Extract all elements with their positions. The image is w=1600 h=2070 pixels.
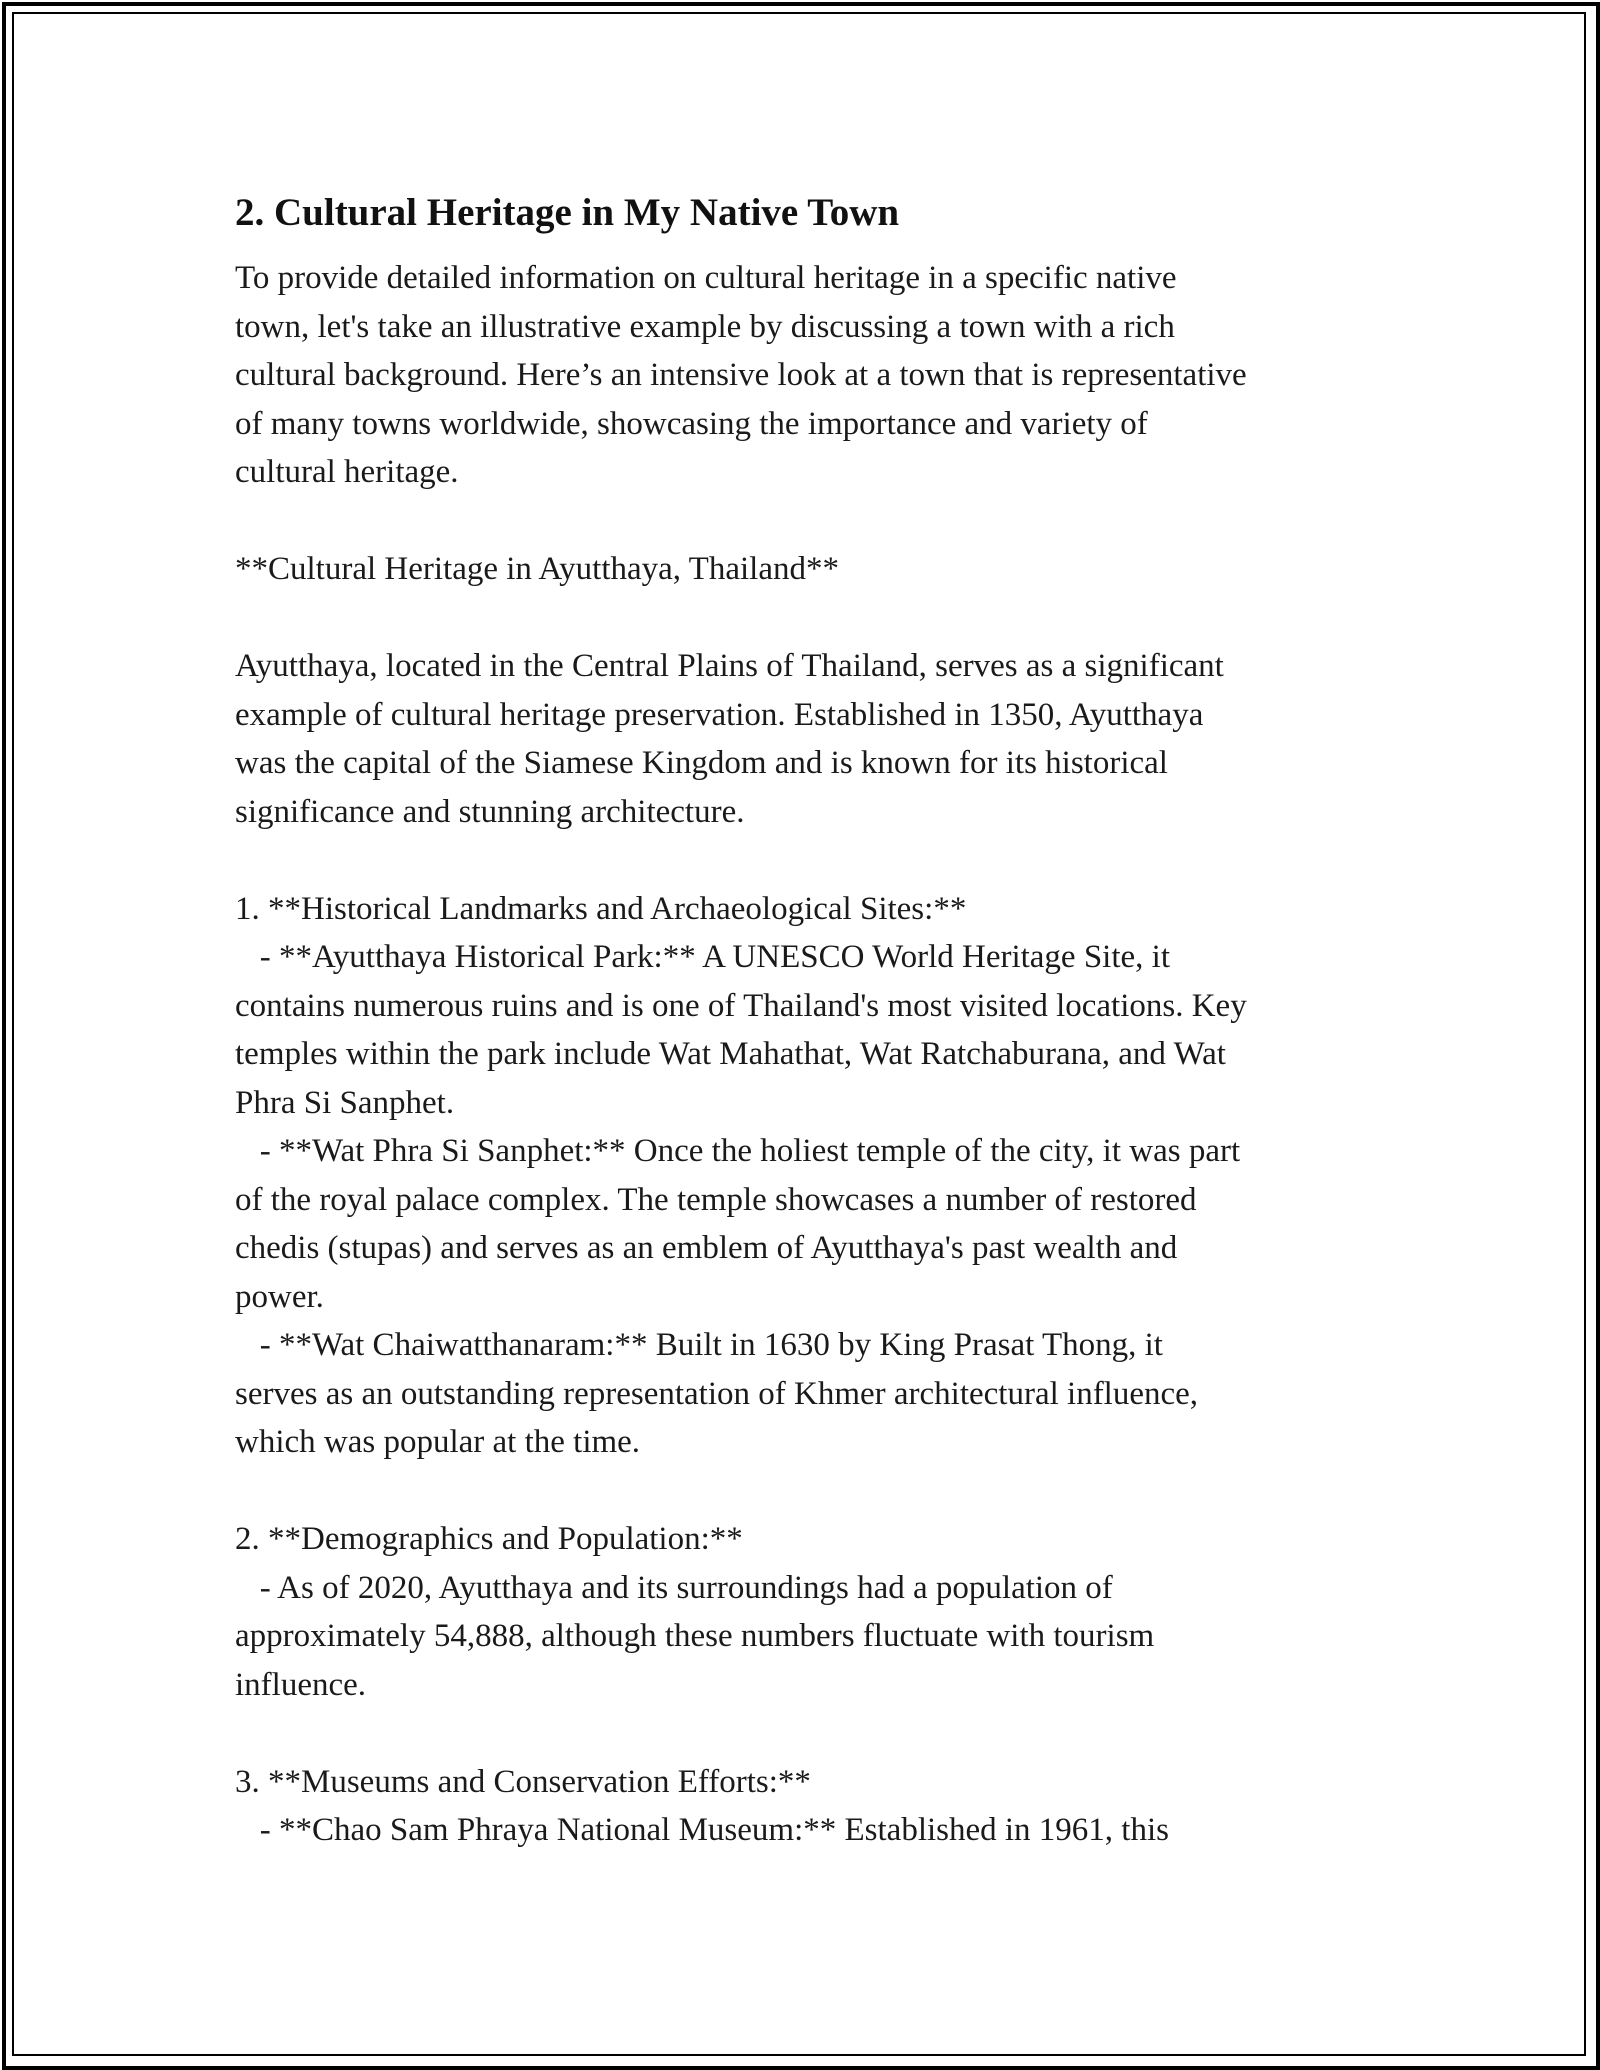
blank-line <box>235 1715 243 1751</box>
text-line: of many towns worldwide, showcasing the importance and variety of <box>235 405 1148 442</box>
blank-line <box>235 842 243 878</box>
body-text <box>235 254 1375 1855</box>
text-line: - **Chao Sam Phraya National Museum:** Established in 1961, this <box>235 1812 1169 1848</box>
text-line: 1. **Historical Landmarks and Archaeological Sites:** <box>235 890 967 927</box>
text-line: Phra Si Sanphet. <box>235 1084 455 1121</box>
text-line: power. <box>235 1278 324 1315</box>
text-line: approximately 54,888, although these numbers fluctuate with tourism <box>235 1618 1155 1654</box>
text-line: cultural background. Here’s an intensive look at a town that is representative <box>235 357 1247 393</box>
text-line: 2. **Demographics and Population:** <box>235 1521 743 1557</box>
section-heading: 2. Cultural Heritage in My Native Town <box>235 191 900 234</box>
document-body <box>235 180 1375 1855</box>
text-line: contains numerous ruins and is one of Thailand's most visited locations. Key <box>235 987 1247 1024</box>
text-line: To provide detailed information on cultural heritage in a specific native <box>235 260 1177 296</box>
text-line: - **Wat Phra Si Sanphet:** Once the holiest temple of the city, it was part <box>235 1133 1241 1169</box>
text-line: which was popular at the time. <box>235 1424 641 1460</box>
text-line: of the royal palace complex. The temple showcases a number of restored <box>235 1181 1197 1218</box>
text-line: cultural heritage. <box>235 454 459 490</box>
blank-line <box>235 503 243 539</box>
text-line: town, let's take an illustrative example by discussing a town with a rich <box>235 308 1175 345</box>
text-line: temples within the park include Wat Mahathat, Wat Ratchaburana, and Wat <box>235 1036 1226 1072</box>
text-line: 3. **Museums and Conservation Efforts:** <box>235 1763 811 1800</box>
text-line: influence. <box>235 1666 367 1703</box>
text-line: Ayutthaya, located in the Central Plains of Thailand, serves as a significant <box>235 648 1224 684</box>
text-line: chedis (stupas) and serves as an emblem of Ayutthaya's past wealth and <box>235 1230 1178 1266</box>
text-line: - **Ayutthaya Historical Park:** A UNESCO World Heritage Site, it <box>235 939 1171 975</box>
text-line: - As of 2020, Ayutthaya and its surroundings had a population of <box>235 1569 1113 1606</box>
text-line: was the capital of the Siamese Kingdom and is known for its historical <box>235 745 1168 781</box>
text-line: serves as an outstanding representation of Khmer architectural influence, <box>235 1375 1199 1412</box>
text-line: - **Wat Chaiwatthanaram:** Built in 1630 by King Prasat Thong, it <box>235 1327 1163 1363</box>
text-line: **Cultural Heritage in Ayutthaya, Thailand** <box>235 551 839 587</box>
blank-line <box>235 1473 243 1509</box>
text-line: significance and stunning architecture. <box>235 793 745 830</box>
blank-line <box>235 600 243 636</box>
text-line: example of cultural heritage preservation. Established in 1350, Ayutthaya <box>235 696 1204 733</box>
